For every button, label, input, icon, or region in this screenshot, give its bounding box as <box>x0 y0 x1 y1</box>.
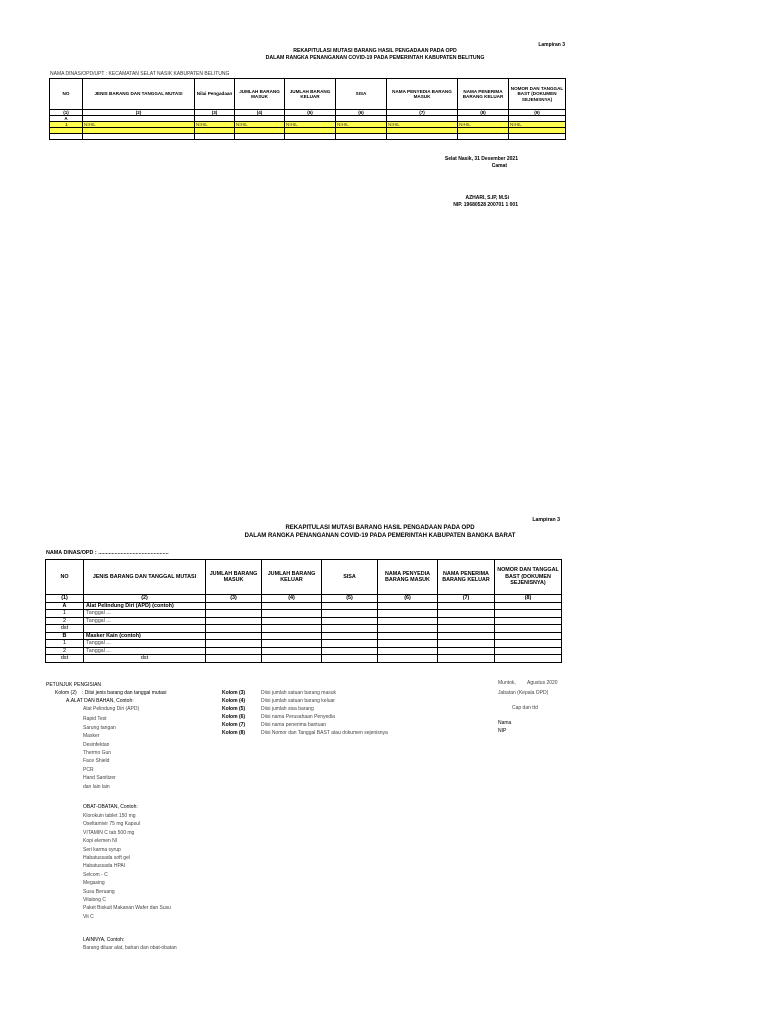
col-num: (8) <box>495 595 562 603</box>
cell-nihil: NIHIL <box>195 122 235 128</box>
row-no: 1 <box>46 610 84 618</box>
col-num: (5) <box>285 110 336 116</box>
list-item: Susu Beruang <box>83 888 115 895</box>
cell-nihil: NIHIL <box>509 122 566 128</box>
row-no: dst <box>46 655 84 663</box>
rekap-table-1 <box>49 78 566 140</box>
list-item: Face Shield <box>83 758 110 765</box>
sign-cap-2: Cap dan ttd <box>512 705 538 711</box>
col-num: (7) <box>438 595 495 603</box>
sign-nip-2: NIP <box>498 728 507 734</box>
row-no: 2 <box>46 617 84 625</box>
signer-nip: NIP. 19680528 200701 1 001 <box>453 202 518 208</box>
sign-nama-2: Nama <box>498 720 512 726</box>
nama-dinas: NAMA DINAS/OPD/UPT : KECAMATAN SELAT NASIK KABUPATEN BELITUNG <box>50 71 230 77</box>
kolom-label: Kolom (7) <box>222 722 246 728</box>
sign-place-date: Selat Nasik, 31 Desember 2021 <box>444 156 518 162</box>
header-bast: NOMOR DAN TANGGAL BAST (DOKUMEN SEJENISNYA) <box>495 560 562 595</box>
lampiran-label: Lampiran 3 <box>538 42 565 48</box>
petunjuk-title: PETUNJUK PENGISIAN <box>46 682 102 688</box>
row-no: 1 <box>46 640 84 648</box>
col-num: (5) <box>322 595 378 603</box>
row-no: dst <box>46 625 84 633</box>
table-row <box>46 617 562 625</box>
col-num: (2) <box>83 110 195 116</box>
col-num: (2) <box>84 595 206 603</box>
kolom-text: Diisi Nomor dan Tanggal BAST atau dokumen sejenisnya <box>261 730 388 736</box>
header-penyedia: NAMA PENYEDIA BARANG MASUK <box>378 560 438 595</box>
cell-nihil: NIHIL <box>235 122 285 128</box>
nama-dinas-2: NAMA DINAS/OPD : ............................................... <box>46 550 169 556</box>
kolom-label: Kolom (6) <box>222 714 246 720</box>
header-keluar: JUMLAH BARANG KELUAR <box>285 79 336 110</box>
list-item: Oseltamivir 75 mg Kapsul <box>83 821 140 828</box>
row-no: A <box>50 116 83 122</box>
list-item: Barang diluar alat, bahan dan obat-obatan <box>83 945 177 951</box>
table-row <box>46 625 562 633</box>
kolom-label: Kolom (5) <box>222 706 246 712</box>
list-item: Rapid Test <box>83 716 107 723</box>
header-sisa: SISA <box>336 79 387 110</box>
row-text: Tanggal ... <box>84 647 206 655</box>
rekap-table-2 <box>45 559 562 663</box>
alat-list <box>83 705 139 791</box>
doc-title-line2: DALAM RANGKA PENANGANAN COVID-19 PADA PEMERINTAH KABUPATEN BELITUNG <box>265 55 485 61</box>
kolom-label: Kolom (4) <box>222 698 246 704</box>
header-jenis-barang: JENIS BARANG DAN TANGGAL MUTASI <box>84 560 206 595</box>
row-text <box>84 625 206 633</box>
row-no: A <box>46 602 84 610</box>
header-masuk: JUMLAH BARANG MASUK <box>206 560 262 595</box>
header-penerima: NAMA PENERIMA BARANG KELUAR <box>438 560 495 595</box>
row-no: 2 <box>46 647 84 655</box>
kolom2-text: : Diisi jenis barang dan tanggal mutasi <box>82 690 167 696</box>
list-item: Selcom - C <box>83 871 108 878</box>
table-row <box>46 602 562 610</box>
col-num: (4) <box>262 595 322 603</box>
kolom-label: Kolom (3) <box>222 690 246 696</box>
list-item: Desinfektan <box>83 741 110 748</box>
kolom2-label: Kolom (2) <box>55 690 77 696</box>
header-penerima: NAMA PENERIMA BARANG KELUAR <box>458 79 509 110</box>
group-alat: A.ALAT DAN BAHAN, Contoh: <box>66 698 134 704</box>
col-num: (3) <box>195 110 235 116</box>
list-item: Thermo Gun <box>83 750 112 757</box>
cell-nihil: NIHIL <box>458 122 509 128</box>
doc-title-2-line2: DALAM RANGKA PENANGANAN COVID-19 PADA PEMERINTAH KABUPATEN BANGKA BARAT <box>244 533 516 539</box>
list-item: Habatussada HPAI <box>83 863 126 870</box>
kolom-label: Kolom (8) <box>222 730 246 736</box>
list-item: Habatussada soft gel <box>83 855 130 862</box>
col-num: (1) <box>50 110 83 116</box>
kolom-text: Diisi nama Perusahaan Penyedia <box>261 714 335 720</box>
list-item: VITAMIN C tab 500 mg <box>83 829 135 836</box>
table-row <box>46 647 562 655</box>
header-no: NO <box>50 79 83 110</box>
sign-place-2: Muntok, <box>498 680 516 686</box>
row-text: Masker Kain (contoh) <box>84 632 206 640</box>
sign-position: Camat <box>491 163 507 169</box>
col-num: (7) <box>387 110 458 116</box>
doc-title-2-line1: REKAPITULASI MUTASI BARANG HASIL PENGADAAN PADA OPD <box>285 525 475 531</box>
sign-jabatan-2: Jabatan (Kepala OPD) <box>498 690 549 696</box>
col-num: (1) <box>46 595 84 603</box>
row-text: Tanggal ... <box>84 640 206 648</box>
list-item: dan lain lain <box>83 783 110 790</box>
doc-title-line1: REKAPITULASI MUTASI BARANG HASIL PENGADAAN PADA OPD <box>293 48 457 54</box>
list-item: Sarung tangan <box>83 724 116 731</box>
cell-nihil: NIHIL <box>83 122 195 128</box>
header-no: NO <box>46 560 84 595</box>
table-row <box>50 133 566 139</box>
list-item: Vitalong C <box>83 897 106 904</box>
table-row <box>46 640 562 648</box>
list-item: Vit C <box>83 913 94 920</box>
list-item: Klorokuin tablet 150 mg <box>83 813 136 819</box>
list-item: Alat Pelindung Diri (APD) <box>83 706 140 712</box>
cell-nihil: NIHIL <box>285 122 336 128</box>
list-item: Kopi elemen NI <box>83 838 118 845</box>
table-row <box>46 655 562 663</box>
cell-nihil: NIHIL <box>336 122 387 128</box>
table-row <box>46 632 562 640</box>
row-text: Tanggal ... <box>84 617 206 625</box>
column-number-row <box>46 595 562 603</box>
kolom-text: Diisi jumlah satuan barang masuk <box>261 690 337 696</box>
kolom-text: Diisi jumlah sisa barang <box>261 706 314 712</box>
table-row <box>46 610 562 618</box>
list-item: Seri karma syrup <box>83 846 121 853</box>
kolom-text: Diisi jumlah satuan barang keluar <box>261 698 335 704</box>
header-bast: NOMOR DAN TANGGAL BAST (DOKUMEN SEJENISNYA) <box>509 79 566 110</box>
list-item: Hand Sanitizer <box>83 775 116 782</box>
header-penyedia: NAMA PENYEDIA BARANG MASUK <box>387 79 458 110</box>
sign-date-2: Agustus 2020 <box>527 680 558 686</box>
col-num: (4) <box>235 110 285 116</box>
row-no: 1 <box>50 122 83 128</box>
list-item: Masker <box>83 733 100 740</box>
group-obat: OBAT-OBATAN, Contoh: <box>83 804 138 810</box>
col-num: (6) <box>378 595 438 603</box>
lampiran-label-2: Lampiran 3 <box>532 517 560 523</box>
row-text: dst <box>84 655 206 663</box>
header-jenis-barang: JENIS BARANG DAN TANGGAL MUTASI <box>83 79 195 110</box>
obat-list <box>83 812 171 921</box>
col-num: (3) <box>206 595 262 603</box>
group-lainnya: LAINNYA, Contoh: <box>83 937 125 943</box>
signer-name: AZHARI, S.IP, M.Si <box>465 195 509 201</box>
row-no: B <box>46 632 84 640</box>
row-text: Alat Pelindung Diri (APD) (contoh) <box>84 602 206 610</box>
list-item: Paket Biskuit Makanan Wafer dan Susu <box>83 905 171 912</box>
cell-nihil: NIHIL <box>387 122 458 128</box>
header-keluar: JUMLAH BARANG KELUAR <box>262 560 322 595</box>
header-nilai: Nilai Pengadaan <box>195 79 235 110</box>
col-num: (8) <box>458 110 509 116</box>
header-masuk: JUMLAH BARANG MASUK <box>235 79 285 110</box>
kolom-list <box>222 689 388 737</box>
kolom-text: Diisi nama penerima bantuan <box>261 722 327 728</box>
list-item: Megasing <box>83 880 105 887</box>
list-item: PCR <box>83 766 94 773</box>
col-num: (9) <box>509 110 566 116</box>
header-sisa: SISA <box>322 560 378 595</box>
col-num: (6) <box>336 110 387 116</box>
row-text: Tanggal ... <box>84 610 206 618</box>
